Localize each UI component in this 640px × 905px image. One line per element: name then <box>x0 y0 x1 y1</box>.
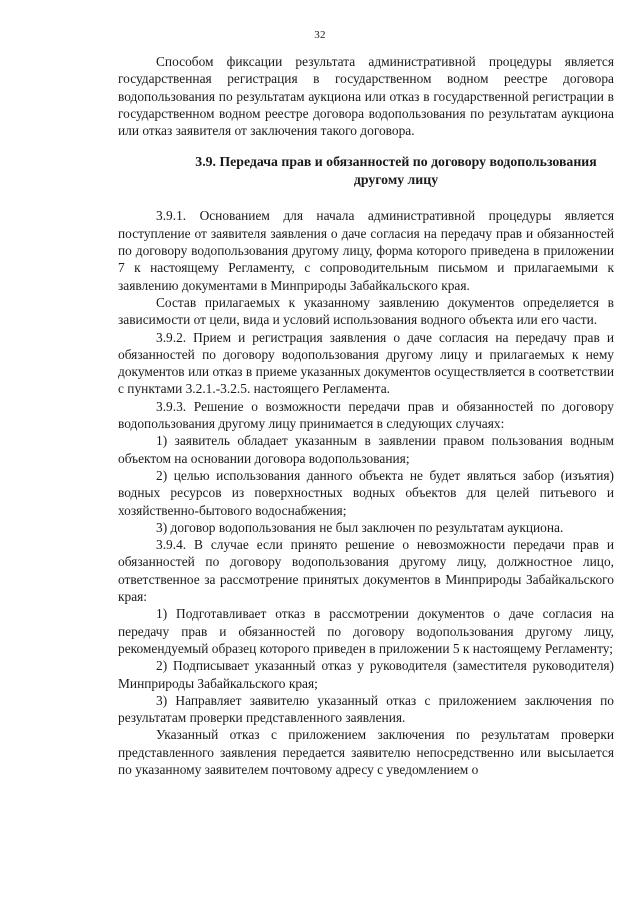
list-item-action-2: 2) Подписывает указанный отказ у руководителя (заместителя руководителя) Минприроды Забайкальского края; <box>118 658 614 691</box>
paragraph-refusal-delivery: Указанный отказ с приложением заключения по результатам проверки представленного заявления передается заявителю непосредственно или высылается по указанному заявителем почтовому адресу с уведомлением о <box>118 727 614 777</box>
list-item-condition-2: 2) целью использования данного объекта не будет являться забор (изъятия) водных ресурсов из поверхностных водных объектов для целей питьевого и хозяйственно-бытового водоснабжения; <box>118 467 614 518</box>
intro-paragraph: Способом фиксации результата административной процедуры является государственная регистрация в государственном водном реестре договора водопользования по результатам аукциона или отказ в государственной регистрации в государственном водном реестре договора водопользования по результатам аукциона или отказ заявителя от заключения такого договора. <box>118 54 614 139</box>
list-item-action-1: 1) Подготавливает отказ в рассмотрении документов о даче согласия на передачу прав и обязанностей по договору водопользования другому лицу, рекомендуемый образец которого приведен в приложении 5 к настоящему Регламенту; <box>118 606 614 656</box>
paragraph-3-9-2: 3.9.2. Прием и регистрация заявления о даче согласия на передачу прав и обязанностей по договору водопользования другому лицу и прилагаемых к нему документов или отказ в приеме указанных документов осуществляется в соответствии с пунктами 3.2.1.-3.2.5. настоящего Регламента. <box>118 329 614 397</box>
paragraph-documents-composition: Состав прилагаемых к указанному заявлению документов определяется в зависимости от цели, вида и условий использования водного объекта или его части. <box>118 294 614 328</box>
paragraph-3-9-1: 3.9.1. Основанием для начала административной процедуры является поступление от заявителя заявления о даче согласия на передачу прав и обязанностей по договору водопользования другому лицу, форма которого приведена в приложении 7 к настоящему Регламенту, с сопроводительным письмом и прилагаемыми к заявлению документами в Минприроды Забайкальского края. <box>118 208 614 293</box>
paragraph-3-9-4: 3.9.4. В случае если принято решение о невозможности передачи прав и обязанностей по договору водопользования другому лицу, должностное лицо, ответственное за рассмотрение принятых документов в Минприроды Забайкальского края: <box>118 537 614 605</box>
section-heading: 3.9. Передача прав и обязанностей по договору водопользования другому лицу <box>195 154 597 187</box>
document-body <box>118 53 614 778</box>
paragraph-3-9-3: 3.9.3. Решение о возможности передачи прав и обязанностей по договору водопользования другому лицу принимается в следующих случаях: <box>118 398 614 432</box>
list-item-action-3: 3) Направляет заявителю указанный отказ с приложением заключения по результатам проверки представленного заявления. <box>118 692 614 726</box>
list-item-condition-1: 1) заявитель обладает указанным в заявлении правом пользования водным объектом на основании договора водопользования; <box>118 433 614 466</box>
list-item-condition-3: 3) договор водопользования не был заключен по результатам аукциона. <box>156 519 564 535</box>
page-number: 32 <box>314 29 326 41</box>
